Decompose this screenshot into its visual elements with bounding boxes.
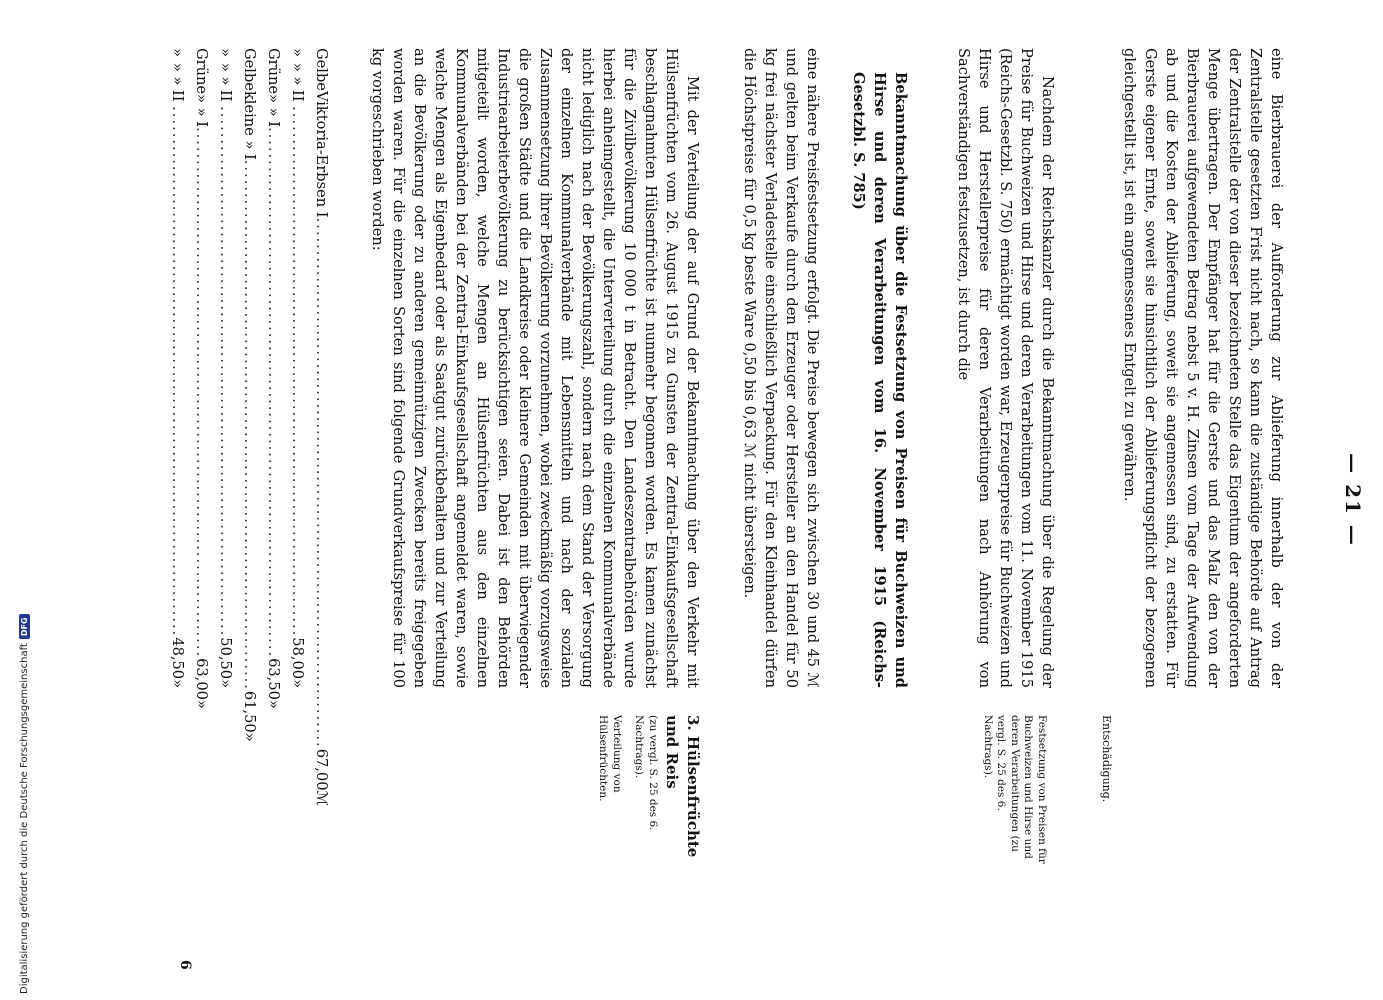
price-color: Grüne (265, 48, 282, 95)
price-row (189, 48, 213, 709)
price-value: 48,50 (169, 637, 186, 680)
price-row (237, 48, 261, 742)
price-kind: » » I (193, 94, 210, 127)
scan-footer (0, 0, 30, 1000)
price-kind: » » II (169, 62, 186, 102)
price-unit: » (265, 699, 282, 709)
margin-note-huelsenfruechte: Verteilung von Hülsenfrüchten. (597, 715, 623, 802)
paragraph-buchweizen-bekanntmachung: Bekanntmachung über die Festsetzung von Preisen für Buchweizen und Hirse und deren Verarbeitungen vom 16. November 1915 (Reichs-Gesetzbl. S. 785) (850, 72, 909, 688)
digitization-credit: Digitalisierung gefördert durch die Deutsche Forschungsgemeinschaft (18, 643, 30, 994)
price-leader: ................................................................................ (289, 106, 306, 638)
price-value: 50,50 (217, 637, 234, 680)
dfg-logo: DFG (19, 614, 30, 639)
price-unit: » (241, 732, 258, 742)
price-unit: » (289, 679, 306, 688)
paragraph-huelsenfruechte: Mit der Verteilung der auf Grund der Bekanntmachung über den Verkehr mit Hülsenfrüchten vom 26. August 1915 zu Gunsten der Zentral-Einkaufsgesellschaft beschlagnahmten Hülsenfrüchte ist nunmehr begonnen worden. Es kamen zunächst für die Zivilbevölkerung 10 000 t in Betracht. Den Landeszentralbehörden wurde hierbei anheimgestellt, die Unterverteilung durch die einzelnen Kommunalverbände nicht lediglich nach der Bevölkerungszahl, sondern nach dem Stand der Versorgung der einzelnen Kommunalverbände mit Lebensmitteln und nach der sozialen Zusammensetzung ihrer Bevölkerung vorzunehmen, wobei zweckmäßig vorzugsweise die großen Städte und die Landkreise oder kleinere Gemeinden mit überwiegender Industriearbeiterbevölkerung zu berücksichtigen seien. Dabei ist den Behörden mitgeteilt worden, welche Mengen an Hülsenfrüchten aus den einzelnen Kommunalverbänden bei der Zentral-Einkaufsgesellschaft angemeldet waren, sowie welche Mengen als Eigenbedarf oder als Saatgut zurückbehalten und zur Verteilung an die Bevölkerung oder zu anderen gemeinnützigen Zwecken bereits freigegeben worden waren. Für die einzelnen Sorten sind folgende Grundverkaufspreise für 100 kg vorgeschrieben worden: (369, 48, 701, 688)
price-color: Gelbe (241, 48, 258, 91)
price-kind: » » II (289, 62, 306, 102)
document-page (18, 0, 1383, 1000)
price-row (285, 48, 309, 688)
price-color: » (217, 48, 234, 57)
margin-note-buchweizen: Festsetzung von Preisen für Buchweizen und Hirse und deren Verarbeitungen (zu vergl. S. 25 des 6. Nachtrags). (982, 715, 1048, 864)
section-3-heading (661, 715, 703, 875)
price-kind: kleine » I (241, 90, 258, 160)
price-leader: ................................................................................ (169, 106, 186, 638)
price-leader: ................................................................................ (217, 106, 234, 638)
price-color: Grüne (193, 48, 210, 95)
price-leader: ................................................................................ (265, 126, 282, 659)
sheet-signature: 6 (177, 960, 193, 970)
price-color: » (289, 48, 306, 57)
price-leader: ................................................................................ (193, 126, 210, 659)
price-unit: » (217, 679, 234, 688)
price-value: 63,50 (265, 658, 282, 700)
price-row (309, 48, 333, 807)
page-number: — 21 — (1341, 453, 1365, 547)
price-row (213, 48, 237, 688)
price-value: 58,00 (289, 637, 306, 680)
paragraph-buchweizen-intro: Nachdem der Reichskanzler durch die Bekanntmachung über die Regelung der Preise für Buchweizen und Hirse und deren Verarbeitungen vom 11. November 1915 (Reichs-Gesetzbl. S. 750) ermächtigt worden war, Erzeugerpreise für Buchweizen und Hirse und Herstellerpreise für deren Verarbeitungen nach Anhörung von Sachverständigen festzusetzen, ist durch die (955, 48, 1056, 688)
price-value: 63,00 (193, 658, 210, 700)
section-3-number: 3. (684, 715, 702, 731)
section-3-title: Hülsenfrüchte und Reis (663, 715, 702, 858)
price-value: 61,50 (241, 690, 258, 733)
price-unit: » (169, 679, 186, 688)
price-row (165, 48, 189, 688)
price-kind: Viktoria-Erbsen I (313, 90, 330, 218)
margin-note-entschaedigung: Entschädigung. (1100, 715, 1113, 803)
price-kind: » » II (217, 62, 234, 102)
price-unit: » (193, 699, 210, 709)
price-unit: ℳ (313, 790, 330, 807)
price-color: » (169, 48, 186, 57)
paragraph-buchweizen-preise: eine nähere Preisfestsetzung erfolgt. Die Preise bewegen sich zwischen 30 und 45 ℳ und gelten beim Verkaufe durch den Erzeuger oder Hersteller an den Handel für 50 kg frei nächster Verladestelle einschließlich Verpackung. Für den Kleinhandel dürfen die Höchstpreise für 0,5 kg beste Ware 0,50 bis 0,63 ℳ nicht übersteigen. (741, 48, 821, 688)
price-leader: ................................................................................ (241, 159, 258, 691)
price-value: 67,00 (313, 748, 330, 791)
price-kind: » » I (265, 94, 282, 127)
price-color: Gelbe (313, 48, 330, 91)
paragraph-brauerei: eine Bierbrauerei der Aufforderung zur Ablieferung innerhalb der von der Zentralstelle gesetzten Frist nicht nach, so kann die zuständige Behörde auf Antrag der Zentralstelle der von dieser bezeichneten Stelle das Eigentum der angeforderten Menge übertragen. Der Empfänger hat für die Gerste und das Malz den von der Bierbrauerei aufgewendeten Betrag nebst 5 v. H. Zinsen vom Tage der Aufwendung ab und die Kosten der Ablieferung, soweit sie angemessen sind, zu erstatten. Für Gerste eigener Ernte, soweit sie hinsichtlich der Ablieferungspflicht der bezogenen gleichgestellt ist, ist ein angemessenes Entgelt zu gewähren. (1121, 48, 1285, 688)
price-table (165, 48, 333, 807)
price-row (261, 48, 285, 709)
section-3-reference: (zu vergl. S. 25 des 6. Nachtrags). (633, 715, 659, 831)
price-leader: ................................................................................ (313, 217, 330, 749)
